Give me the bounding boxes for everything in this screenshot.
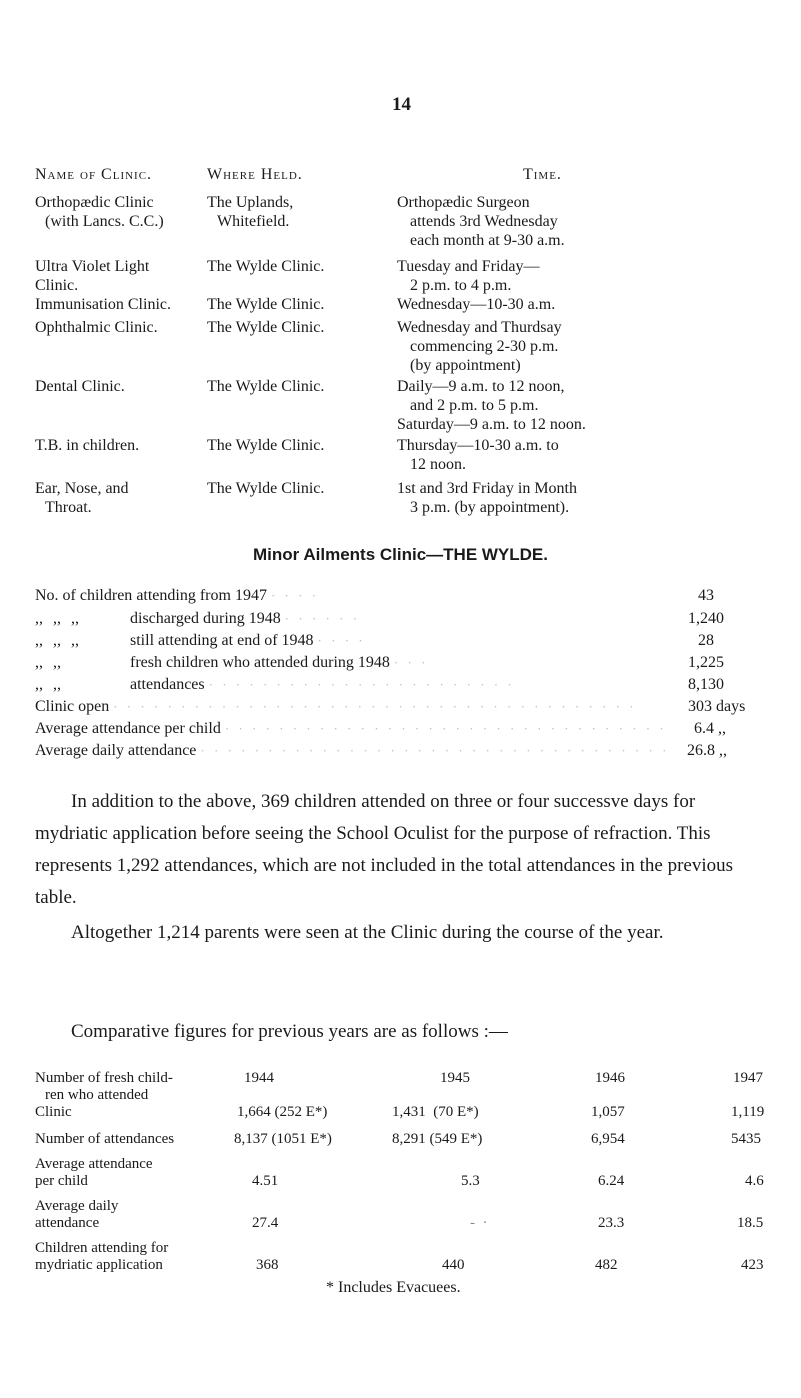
paragraph-comparative-intro: Comparative figures for previous years are as follows :— [71,1021,508,1042]
clinic-location: The Uplands, Whitefield. [207,194,294,230]
stat-label: ,, ,, ,, discharged during 1948 · · · · · · [35,610,361,627]
stat-label: No. of children attending from 1947 · · · · [35,587,320,604]
stat-value: 1,240 [688,610,724,627]
cell-value: 368 [256,1257,279,1273]
cell-value: 6.24 [598,1173,625,1189]
cell-value: 6,954 [591,1131,625,1147]
clinic-time: Tuesday and Friday— 2 p.m. to 4 p.m. [397,258,540,294]
cell-value: 8,137 (1051 E*) [234,1131,332,1147]
row-label: Number of fresh child- ren who attended Clinic [35,1070,173,1120]
row-label: Average attendance per child [35,1156,153,1189]
cell-value: 1,664 (252 E*) [237,1104,328,1120]
clinic-time: Thursday—10-30 a.m. to 12 noon. [397,437,559,473]
row-label: Number of attendances [35,1131,175,1147]
clinic-name: Immunisation Clinic. [35,296,171,313]
cell-value: 1,057 [591,1104,625,1120]
header-where-held: Where Held. [207,166,303,183]
cell-value: 8,291 (549 E*) [392,1131,483,1147]
stat-value: 6.4 ,, [694,720,726,737]
cell-value: 482 [595,1257,618,1273]
header-time: Time. [523,166,562,183]
clinic-time: 1st and 3rd Friday in Month 3 p.m. (by appointment). [397,480,577,516]
cell-value: 4.6 [745,1173,764,1189]
year-header: 1944 [244,1070,274,1086]
cell-value: - · [470,1215,488,1231]
stat-value: 26.8 ,, [687,742,727,759]
footnote: * Includes Evacuees. [326,1279,461,1296]
clinic-name: Ultra Violet Light Clinic. [35,258,150,294]
stat-value: 1,225 [688,654,724,671]
clinic-location: The Wylde Clinic. [207,378,325,395]
cell-value: 1,119 [731,1104,765,1120]
stat-label: Clinic open · · · · · · · · · · · · · · · · · · · · · · · · · · · · · · · · · · · · · · · [35,698,637,715]
cell-value: 1,431 (70 E*) [392,1104,479,1120]
section-title-minor-ailments: Minor Ailments Clinic—THE WYLDE. [253,545,548,564]
clinic-time: Wednesday—10-30 a.m. [397,296,556,313]
clinic-location: The Wylde Clinic. [207,480,325,497]
stat-value: 28 [698,632,714,649]
year-header: 1946 [595,1070,625,1086]
stat-value: 43 [698,587,714,604]
year-header: 1947 [733,1070,763,1086]
header-name-of-clinic: Name of Clinic. [35,166,153,183]
clinic-name: Orthopædic Clinic (with Lancs. C.C.) [35,194,164,230]
stat-value: 8,130 [688,676,724,693]
cell-value: 440 [442,1257,465,1273]
clinic-name: Dental Clinic. [35,378,125,395]
cell-value: 4.51 [252,1173,279,1189]
cell-value: 27.4 [252,1215,279,1231]
stat-label: ,, ,, ,, still attending at end of 1948 · · · · [35,632,366,649]
page-number: 14 [392,94,411,115]
clinic-time: Daily—9 a.m. to 12 noon, and 2 p.m. to 5 p.m. Saturday—9 a.m. to 12 noon. [397,378,586,433]
clinic-name: T.B. in children. [35,437,140,454]
clinic-time: Wednesday and Thurdsay commencing 2-30 p.m. (by appointment) [397,319,562,374]
cell-value: 23.3 [598,1215,625,1231]
paragraph-mydriatic: In addition to the above, 369 children attended on three or four successve days for mydriatic application before seeing the School Oculist for the purpose of refraction. This represents 1,292 attendances, which are not included in the total attendances in the previous table. [35,791,734,908]
clinic-location: The Wylde Clinic. [207,319,325,336]
paragraph-parents: Altogether 1,214 parents were seen at the Clinic during the course of the year. [71,922,664,943]
clinic-time: Orthopædic Surgeon attends 3rd Wednesday each month at 9-30 a.m. [397,194,565,249]
cell-value: 423 [741,1257,764,1273]
row-label: Average daily attendance [35,1198,119,1231]
year-header: 1945 [440,1070,470,1086]
stat-label: Average daily attendance · · · · · · · · · · · · · · · · · · · · · · · · · · · · · · · · · · · [35,742,670,759]
stat-label: Average attendance per child · · · · · · · · · · · · · · · · · · · · · · · · · · · · · · · · · [35,720,667,737]
cell-value: 18.5 [737,1215,764,1231]
stat-value: 303 days [688,698,746,715]
clinic-location: The Wylde Clinic. [207,437,325,454]
cell-value: 5435 [731,1131,761,1147]
row-label: Children attending for mydriatic application [35,1240,169,1273]
cell-value: 5.3 [461,1173,480,1189]
clinic-location: The Wylde Clinic. [207,296,325,313]
stat-label: ,, ,, fresh children who attended during 1948 · · · [35,654,429,671]
clinic-name: Ear, Nose, and Throat. [35,480,129,516]
clinic-name: Ophthalmic Clinic. [35,319,158,336]
stat-label: ,, ,, attendances · · · · · · · · · · · · · · · · · · · · · · · [35,676,515,693]
clinic-location: The Wylde Clinic. [207,258,325,275]
